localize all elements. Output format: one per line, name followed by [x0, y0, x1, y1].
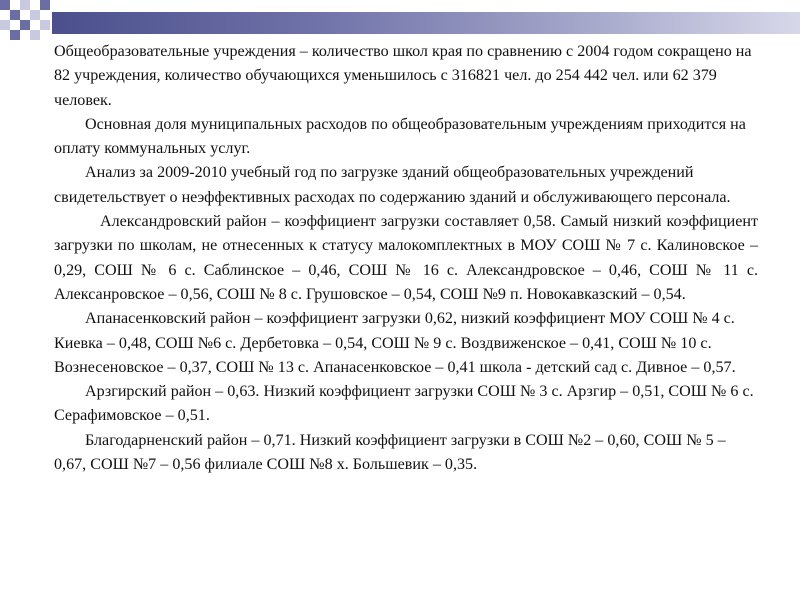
- paragraph-4: Александровский район – коэффициент загрузки составляет 0,58. Самый низкий коэффициент загрузки по школам, не отнесенных к статусу малокомплектных в МОУ СОШ № 7 с. Калиновское – 0,29, СОШ № 6 с. Саблинское – 0,46, СОШ № 16 с. Александровское – 0,46, СОШ № 11 с. Алексанровское – 0,56, СОШ № 8 с. Грушовское – 0,54, СОШ №9 п. Новокавказский – 0,54.: [54, 213, 758, 303]
- paragraph-6: Арзгирский район – 0,63. Низкий коэффициент загрузки СОШ № 3 с. Арзгир – 0,51, СОШ № 6 с. Серафимовское – 0,51.: [54, 383, 754, 425]
- paragraph-5: Апанасенковский район – коэффициент загрузки 0,62, низкий коэффициент МОУ СОШ № 4 с. Киевка – 0,48, СОШ №6 с. Дербетовка – 0,54, СОШ № 9 с. Воздвиженское – 0,41, СОШ № 10 с. Вознесеновское – 0,37, СОШ № 13 с. Апанасенковское – 0,41 школа - детский сад с. Дивное – 0,57.: [54, 310, 736, 376]
- corner-checker-decoration: [0, 0, 52, 44]
- paragraph-3: Анализ за 2009-2010 учебный год по загрузке зданий общеобразовательных учреждений свидетельствует о неэффективных расходах по содержанию зданий и обслуживающего персонала.: [54, 164, 731, 206]
- paragraph-7: Благодарненский район – 0,71. Низкий коэффициент загрузки в СОШ №2 – 0,60, СОШ № 5 – 0,67, СОШ №7 – 0,56 филиале СОШ №8 х. Большевик – 0,35.: [54, 431, 726, 474]
- title-bar-gradient: [52, 12, 800, 34]
- paragraph-1: Общеобразовательные учреждения – количество школ края по сравнению с 2004 годом сокращено на 82 учреждения, количество обучающихся уменьшилось с 316821 чел. до 254 442 чел. или 62 379 человек.: [54, 43, 752, 109]
- paragraph-2: Основная доля муниципальных расходов по общеобразовательным учреждениям приходится на оплату коммунальных услуг.: [54, 115, 746, 158]
- document-body: [54, 40, 758, 477]
